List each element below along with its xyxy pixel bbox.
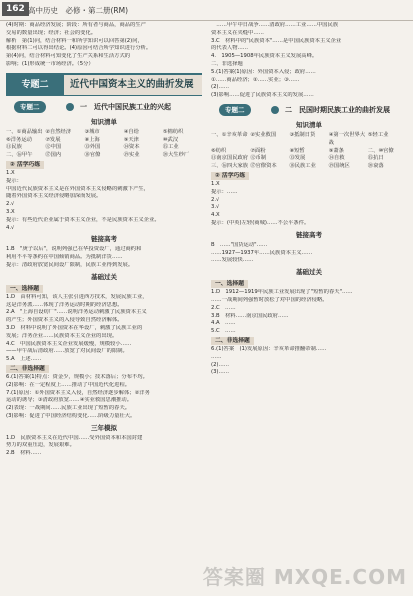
grid-item: ④第一次世界大战 [328, 131, 366, 146]
sub-heading: 一、选择题 [6, 285, 43, 293]
text-line: 1.X [6, 169, 15, 176]
watermark: 答案圈 MXQE.COM [202, 565, 407, 589]
grid-item: ⑩武汉 [162, 136, 179, 143]
text-line: 发展；洋务企业……民族资本主义企业的出现。 [6, 332, 118, 339]
text-line: 7.(1)原因：①外国资本主义入侵，自然经济逐步解体；②洋务 [6, 389, 150, 396]
text-line: 第(4)问，结合材料可知变化了生产关系和生活方式的 [6, 53, 131, 60]
text-line: 1.D 由材料可知，该人主张引进西方技术，发展民族工业， [6, 293, 148, 300]
text-line: 提示：有些近代企业属于资本主义企业，不是民族资本主义企业。 [6, 216, 160, 223]
grid-item: ④自给 [123, 128, 139, 135]
text-line: 提示：…… [211, 188, 238, 195]
grid-item: ②实业救国 [250, 131, 277, 138]
text-line: 交易的数量出现；经济；社会的变化。 [6, 29, 97, 36]
text-line: 1.D 民族资本主义在近代中国……受外国资本和本国封建 [6, 434, 143, 441]
grid-item: 一、①商品输出 [6, 128, 43, 135]
text-line: 1.B "庚子以后"，说明列强已在华投资设厂，通过商约和 [6, 246, 142, 253]
sub-heading: 二、非选择题 [211, 337, 254, 345]
text-line: 4.A …… [211, 320, 236, 327]
grid-item: ⑧短暂 [289, 147, 305, 154]
grid-item: ⑮工业 [162, 144, 179, 151]
grid-item: ⑬外国 [84, 144, 101, 151]
text-line: (2)影响：在一定程度上……推动了中国近代化进程。 [6, 381, 131, 388]
grid-item: 三、⑯四大家族 [211, 163, 249, 170]
text-line: 2.√ [6, 201, 15, 208]
grid-item: ⑪民族 [6, 144, 22, 151]
grid-item: ②自然经济 [45, 128, 72, 135]
text-line: 3.X [6, 208, 15, 215]
topic-heading [6, 100, 202, 114]
text-line: 利用不平等条约在中国倾销商品。为抵制洋货…… [6, 254, 123, 261]
text-line: …… [211, 353, 222, 360]
text-line: 4.C 中国民族资本主义企业发展缓慢，规模较小…… [6, 340, 132, 347]
sub-heading: 二、非选择题 [6, 365, 49, 373]
chapter-title: 近代中国资本主义的曲折发展 [70, 78, 194, 90]
topic-title: 二 民国时期民族工业的曲折发展 [285, 105, 390, 114]
section-title: 知识清单 [296, 120, 322, 129]
grid-item: ⑦面粉 [250, 147, 266, 154]
sub-heading-row [211, 336, 407, 346]
sub-heading-row [6, 160, 202, 170]
knowledge-grid [6, 129, 202, 160]
text-line: 提示：(中英)左轻(商城)……不公平条件。 [211, 219, 310, 226]
text-line: (2)…… [211, 84, 230, 91]
grid-item: ⑭资本 [123, 144, 140, 151]
knowledge-grid [211, 132, 407, 171]
page-header [0, 0, 413, 21]
grid-item: ⑮抗日 [367, 155, 384, 162]
text-line: ——甲午战后清政府……放宽了对民间设厂的限制。 [6, 348, 128, 355]
text-line: 这是洋务派……体现了洋务运动时期的经济思想。 [6, 301, 123, 308]
text-line: 的代表人物…… [211, 45, 249, 52]
grid-item: ⑨天津 [123, 136, 139, 143]
text-line: 2.B 材料…… [6, 450, 42, 457]
grid-item: ⑱官僚 [84, 152, 101, 159]
text-line: ……甲午中日战争……清政府……工业……中国民族 [211, 22, 339, 28]
text-line: (3)影响：促进了中国经济结构变化……阶级力量壮大。 [6, 412, 136, 419]
text-line: 3.B 材料……南京国民政府…… [211, 312, 289, 319]
grid-item: ⑧上海 [84, 136, 100, 143]
sub-heading: 一、选择题 [211, 280, 248, 288]
section-title: 链接高考 [91, 235, 117, 244]
section-title: 三年模拟 [91, 423, 117, 432]
grid-item: 二、⑩官僚 [367, 147, 394, 154]
grid-item: ⑪南京国民政府 [211, 155, 249, 162]
text-line: 4. 1905—1908年民族资本主义发展高峰。 [211, 53, 318, 60]
grid-item: ⑥纺织 [211, 147, 227, 154]
topic-heading [211, 103, 407, 117]
grid-item: ⑤轻工业 [367, 131, 389, 138]
grid-item: ⑨萧条 [328, 147, 344, 154]
text-line: B ……"国货运动"…… [211, 241, 268, 248]
left-column [6, 22, 202, 458]
sub-heading-row [211, 171, 407, 181]
section-title: 基础过关 [296, 268, 322, 277]
header-title: 高中历史 必修・第二册(RM) [28, 6, 129, 15]
text-line: 的产生；外国资本主义的入侵导致自然经济解体。 [6, 317, 123, 324]
sub-heading-row [211, 279, 407, 289]
text-line: 2.C …… [211, 304, 236, 311]
text-line: 6.(1)答案(1)特点：资金少，规模小；技术落后；分布不均。 [6, 373, 148, 380]
text-line: 二、非选择题 [211, 60, 243, 67]
text-line: 运动的诱导；③清政府放宽……④实业救国思潮推动。 [6, 397, 133, 404]
grid-item: ⑭自救 [328, 155, 345, 162]
grid-item: ⑲实业 [123, 152, 140, 159]
text-line: 2.√ [211, 196, 220, 203]
text-line: 随着外国资本主义经济侵略加深而发展。 [6, 193, 102, 200]
section-title: 知识清单 [91, 117, 117, 126]
text-line: 提示： [6, 177, 22, 184]
text-line: 3.C 材料中的"民族资本"……是中国民族资本主义企业 [211, 37, 342, 44]
text-line: ……1927—1937年……民族资本主义…… [211, 249, 313, 256]
bullet-icon [271, 106, 279, 114]
chapter-tag: 专题二 [6, 75, 64, 95]
text-line: ①……商品经济；②……实业；③…… [211, 76, 300, 83]
text-line: (4)时期：商品经济发展；阶段：所有者与商品，商品的生产 [6, 22, 146, 28]
text-line: (2)…… [211, 361, 230, 368]
text-line: 解析 第(1)问，结合材料一和所学知识可以回答第(2)问， [6, 37, 143, 44]
sub-heading-row [6, 364, 202, 374]
text-line: 提示：清政府放宽民间设厂限制，民族工业得到发展。 [6, 261, 134, 268]
text-line: 资本主义在夹缝中…… [211, 29, 264, 36]
grid-item: ⑫中国 [45, 144, 62, 151]
text-line: 5.(1)答案(1)原因：外国资本入侵；政府…… [211, 68, 316, 75]
text-line: 5.C …… [211, 328, 236, 335]
grid-item: ③城市 [84, 128, 100, 135]
chapter-banner [6, 73, 202, 96]
grid-item: 二、⑯甲午 [6, 152, 33, 159]
text-line: 1.X [211, 180, 220, 187]
grid-item: ⑤棉纺织 [162, 128, 184, 135]
bullet-icon [66, 103, 74, 111]
text-line: 1.D 1912—1919年民族工业发展出现了"短暂的春天"…… [211, 289, 353, 296]
text-line: (2)表现：一战期间……民族工业出现了短暂的春天。 [6, 405, 131, 412]
grid-item: ⑰官僚资本 [250, 163, 277, 170]
sub-heading-row [6, 284, 202, 294]
topic-label: 专题二 [219, 104, 251, 116]
text-line: 4.√ [6, 224, 15, 231]
text-line: (3)…… [211, 369, 230, 376]
text-line: 2.A "上海自设纺厂"……说明洋务运动刺激了民族资本主义 [6, 309, 147, 316]
text-line: ……一战期间列强暂时放松了对中国的经济侵略。 [211, 296, 328, 303]
right-column [211, 22, 407, 377]
text-line: (3)影响……促进了民族资本主义的发展…… [211, 92, 314, 99]
grid-item: ⑥洋务运动 [6, 136, 32, 143]
grid-item: ⑲国统区 [328, 163, 350, 170]
topic-label: 专题二 [14, 101, 46, 113]
grid-item: ⑱民族工业 [289, 163, 316, 170]
text-line: 中国近代民族资本主义是在外国资本主义侵略的刺激下产生， [6, 185, 150, 192]
grid-item: ⑬发展 [289, 155, 306, 162]
grid-item: ⑫币制 [250, 155, 267, 162]
text-line: 3.D 材料中说明了外国资本在华设厂，刺激了民族工业的 [6, 324, 143, 331]
section-title: 链接高考 [296, 230, 322, 239]
grid-item: ⑦发展 [45, 136, 61, 143]
text-line: 根据材料二可以得出结论。(4)原因可结合所学知识进行分析。 [6, 45, 152, 52]
grid-item: ⑳大生纱厂 [162, 152, 190, 159]
grid-item: ⑳衰落 [367, 163, 384, 170]
page-number: 162 [2, 2, 29, 16]
grid-item: ③抵制日货 [289, 131, 316, 138]
grid-item: 一、①辛亥革命 [211, 131, 248, 138]
grid-item: ⑰国内 [45, 152, 62, 159]
text-line: 5.A 上述…… [6, 356, 42, 363]
topic-title: 一 近代中国民族工业的兴起 [80, 102, 171, 111]
section-title: 基础过关 [91, 272, 117, 281]
sub-heading: ② 活学巧练 [211, 172, 249, 180]
text-line: 势力的双重压迫，发展艰难。 [6, 442, 75, 449]
text-line: 4.X [211, 212, 220, 219]
sub-heading: ② 活学巧练 [6, 161, 44, 169]
text-line: ……发展较快…… [211, 257, 254, 264]
text-line: 6.(1)答案 (1)发展原因：辛亥革命推翻帝制…… [211, 345, 327, 352]
text-line: 3.√ [211, 204, 220, 211]
text-line: 影响；(1)形成统一市场经济。（5分） [6, 60, 94, 67]
